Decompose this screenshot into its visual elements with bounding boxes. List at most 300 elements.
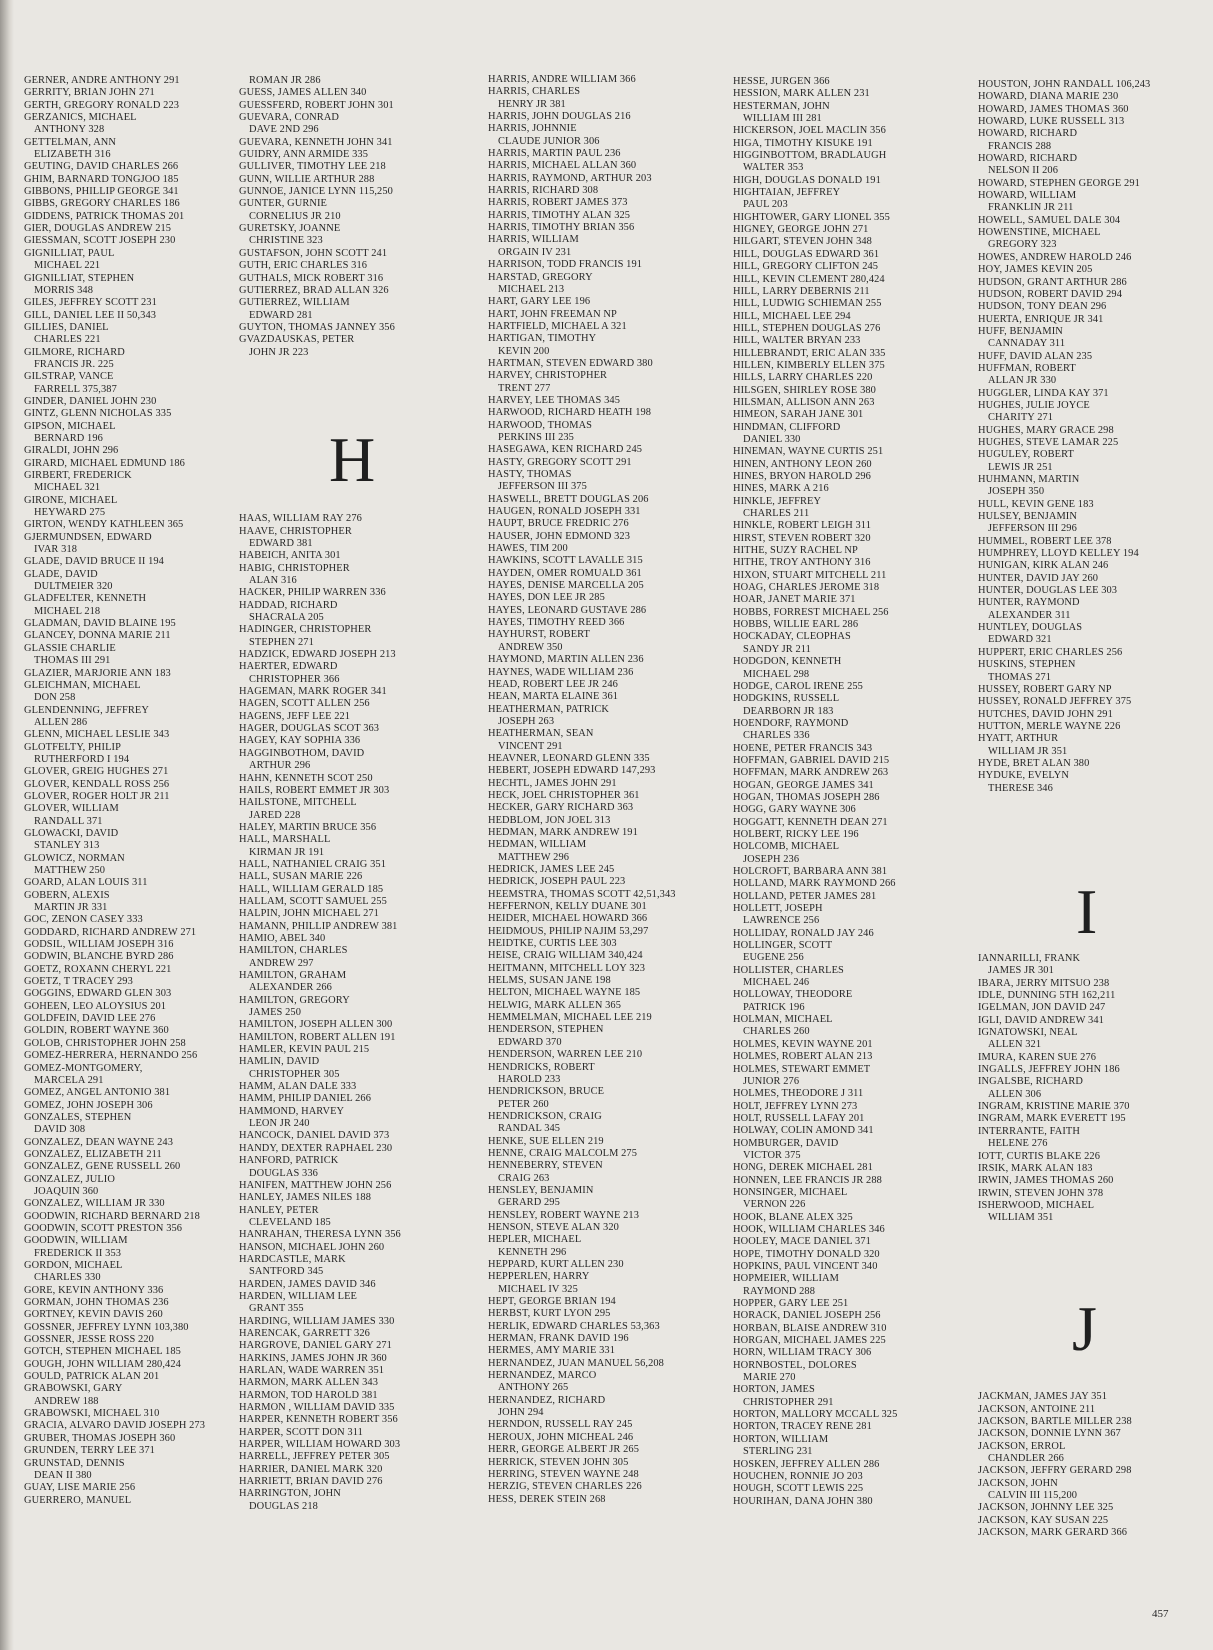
index-entry-continuation: SHACRALA 205 [249,612,324,624]
index-entry: HANIFEN, MATTHEW JOHN 256 [239,1179,392,1191]
index-entry-continuation: CHRISTOPHER 305 [249,1068,340,1080]
index-entry: GUSTAFSON, JOHN SCOTT 241 [239,247,388,259]
index-entry: HALL, MARSHALL [239,834,331,846]
index-entry: HASTY, THOMAS [488,469,572,480]
index-entry: GIGNILLIAT, STEPHEN [24,272,135,284]
index-entry: HAMM, ALAN DALE 333 [239,1081,357,1093]
index-entry: HOLT, JEFFREY LYNN 273 [733,1100,858,1112]
index-entry-continuation: LEWIS JR 251 [988,461,1053,473]
index-entry: GUIDRY, ANN ARMIDE 335 [239,149,369,161]
index-entry: GOBERN, ALEXIS [24,889,110,901]
index-entry: GINTZ, GLENN NICHOLAS 335 [24,408,172,420]
index-entry: HUMPHREY, LLOYD KELLEY 194 [978,548,1139,560]
index-entry: GUESS, JAMES ALLEN 340 [239,87,367,99]
index-entry: HOWENSTINE, MICHAEL [978,227,1101,239]
index-entry-continuation: MATTHEW 296 [498,851,570,863]
index-entry: GIRALDI, JOHN 296 [24,445,119,457]
index-entry: HULL, KEVIN GENE 183 [978,498,1094,510]
index-entry-continuation: VINCENT 291 [498,740,563,752]
index-entry: HUGHES, MARY GRACE 298 [978,424,1114,436]
index-entry: HELWIG, MARK ALLEN 365 [488,999,622,1011]
index-entry: HAMILTON, JOSEPH ALLEN 300 [239,1019,393,1031]
index-entry-continuation: ELIZABETH 316 [34,149,111,161]
index-entry: GOTCH, STEPHEN MICHAEL 185 [24,1346,181,1358]
index-entry: GLADE, DAVID [24,568,98,580]
index-entry: HOLLISTER, CHARLES [733,964,844,976]
index-entry-continuation: FARRELL 375,387 [34,383,117,395]
index-entry: JACKSON, ERROL [978,1440,1066,1452]
section-letter-i: I [1076,876,1098,947]
index-entry-continuation: MORRIS 348 [34,284,94,296]
index-entry: HESSION, MARK ALLEN 231 [733,88,870,100]
index-entry: HARRIS, TIMOTHY ALAN 325 [488,209,631,221]
index-entry: HOLMES, STEWART EMMET [733,1063,871,1075]
index-entry: HORGAN, MICHAEL JAMES 225 [733,1335,886,1347]
index-entry: HAMIO, ABEL 340 [239,932,326,944]
index-entry: HARTMAN, STEVEN EDWARD 380 [488,357,653,369]
index-entry: IDLE, DUNNING 5TH 162,211 [978,990,1116,1002]
index-entry: GLADE, DAVID BRUCE II 194 [24,556,164,568]
index-entry-continuation: ARTHUR 296 [249,760,311,772]
index-entry: HESS, DEREK STEIN 268 [488,1493,606,1505]
index-entry: GUYTON, THOMAS JANNEY 356 [239,321,395,333]
page-number: 457 [1152,1608,1169,1620]
index-entry-continuation: RUTHERFORD I 194 [34,753,130,765]
index-entry: HARMON , WILLIAM DAVID 335 [239,1402,395,1414]
index-entry: HUFF, DAVID ALAN 235 [978,350,1093,362]
index-entry: HONNEN, LEE FRANCIS JR 288 [733,1174,882,1186]
index-entry: HERRICK, STEVEN JOHN 305 [488,1456,629,1468]
index-entry: HOWARD, STEPHEN GEORGE 291 [978,177,1140,189]
index-entry-continuation: FRANCIS JR. 225 [34,358,114,370]
index-entry: HAAVE, CHRISTOPHER [239,525,352,537]
index-entry: GIRBERT, FREDERICK [24,470,132,481]
index-entry: HEBERT, JOSEPH EDWARD 147,293 [488,765,656,777]
index-entry: HASEGAWA, KEN RICHARD 245 [488,444,643,456]
index-entry-continuation: WILLIAM 351 [988,1212,1054,1224]
index-entry-continuation: ALEXANDER 311 [988,609,1071,621]
index-entry-continuation: VICTOR 375 [743,1149,801,1161]
index-entry: GUAY, LISE MARIE 256 [24,1482,136,1494]
index-entry: HERRING, STEVEN WAYNE 248 [488,1468,639,1480]
index-entry-continuation: PAUL 203 [743,199,788,211]
index-entry: HARRIS, ANDRE WILLIAM 366 [488,74,636,85]
index-entry: HAGEMAN, MARK ROGER 341 [239,686,387,698]
index-entry-continuation: VERNON 226 [743,1199,806,1211]
index-entry: HOGGATT, KENNETH DEAN 271 [733,816,888,828]
index-entry: HOAG, CHARLES JEROME 318 [733,582,880,594]
index-entry: HOUSTON, JOHN RANDALL 106,243 [978,79,1151,90]
index-entry: INTERRANTE, FAITH [978,1125,1080,1137]
index-entry: HEDRICK, JOSEPH PAUL 223 [488,876,626,888]
index-entry: HEDMAN, WILLIAM [488,839,587,851]
index-entry: HAUSER, JOHN EDMOND 323 [488,530,631,542]
index-entry: HICKERSON, JOEL MACLIN 356 [733,125,886,137]
index-entry: HOLLIDAY, RONALD JAY 246 [733,927,874,939]
index-entry-continuation: THOMAS III 291 [34,655,111,667]
index-entry: HARRIS, JOHN DOUGLAS 216 [488,111,631,123]
index-entry: HUMMEL, ROBERT LEE 378 [978,535,1112,547]
index-entry: HERMES, AMY MARIE 331 [488,1345,615,1357]
index-entry: HENDERSON, STEPHEN [488,1024,604,1036]
index-entry: HUNTLEY, DOUGLAS [978,622,1083,634]
index-entry: HOMBURGER, DAVID [733,1137,839,1149]
index-entry: GRUNSTAD, DENNIS [24,1457,125,1469]
index-entry: GLENN, MICHAEL LESLIE 343 [24,729,170,741]
index-entry: GIRONE, MICHAEL [24,494,118,506]
index-entry: JACKSON, JOHN [978,1477,1058,1489]
index-entry: HINEN, ANTHONY LEON 260 [733,458,872,470]
index-entry: HARPER, SCOTT DON 311 [239,1426,363,1438]
binding-gutter-shadow [0,0,14,1650]
section-letter-h: H [329,424,376,495]
index-entry: HAMLER, KEVIN PAUL 215 [239,1044,370,1056]
index-entry: GONZALEZ, ELIZABETH 211 [24,1148,162,1160]
index-entry: HUGGLER, LINDA KAY 371 [978,387,1109,399]
index-entry: HIGHTOWER, GARY LIONEL 355 [733,211,890,223]
index-entry: HEATHERMAN, PATRICK [488,703,610,715]
index-entry: HAGER, DOUGLAS SCOT 363 [239,723,380,735]
index-entry: GERZANICS, MICHAEL [24,112,137,124]
index-entry: HANLEY, JAMES NILES 188 [239,1192,371,1204]
index-entry-continuation: STANLEY 313 [34,840,100,852]
index-entry: HIRST, STEVEN ROBERT 320 [733,532,871,544]
index-entry: HARWOOD, THOMAS [488,419,593,431]
index-entry: INGALSBE, RICHARD [978,1076,1084,1088]
index-entry: HOGG, GARY WAYNE 306 [733,804,856,816]
index-entry: HOLMES, THEODORE J 311 [733,1088,864,1100]
index-entry-continuation: JUNIOR 276 [743,1075,800,1087]
index-entry: GERNER, ANDRE ANTHONY 291 [24,75,180,86]
index-entry-continuation: ORGAIN IV 231 [498,246,572,258]
index-entry: HENDERSON, WARREN LEE 210 [488,1049,643,1061]
index-entry: HUDSON, TONY DEAN 296 [978,301,1107,313]
index-entry: HARGROVE, DANIEL GARY 271 [239,1340,392,1352]
index-entry-continuation: MARIE 270 [743,1372,796,1384]
index-entry: GRACIA, ALVARO DAVID JOSEPH 273 [24,1420,206,1432]
index-entry: HAILS, ROBERT EMMET JR 303 [239,784,390,796]
index-entry: GOULD, PATRICK ALAN 201 [24,1371,160,1383]
index-entry: HEPT, GEORGE BRIAN 194 [488,1296,616,1308]
index-entry: HEPPERLEN, HARRY [488,1271,590,1283]
index-entry-continuation: JAMES 250 [249,1007,301,1019]
index-entry: HARRIS, JOHNNIE [488,123,577,135]
index-entry-continuation: MARTIN JR 331 [34,902,108,914]
index-entry: HOWARD, RICHARD [978,153,1078,165]
index-entry: HELMS, SUSAN JANE 198 [488,975,611,987]
index-entry: HARPER, WILLIAM HOWARD 303 [239,1439,401,1451]
index-entry: HAMILTON, ROBERT ALLEN 191 [239,1031,396,1043]
index-entry: HUFFMAN, ROBERT [978,362,1076,374]
index-entry-continuation: HEYWARD 275 [34,507,106,519]
index-entry: GOGGINS, EDWARD GLEN 303 [24,988,172,1000]
index-entry: HERZIG, STEVEN CHARLES 226 [488,1481,642,1493]
index-entry-continuation: RAYMOND 288 [743,1285,816,1297]
index-entry: HOWARD, RICHARD [978,128,1078,140]
index-entry: GUTIERREZ, WILLIAM [239,297,350,309]
index-entry: GOARD, ALAN LOUIS 311 [24,877,148,889]
index-entry: ISHERWOOD, MICHAEL [978,1199,1095,1211]
index-entry: HESSE, JURGEN 366 [733,76,830,87]
index-entry: GUEVARA, KENNETH JOHN 341 [239,136,393,148]
index-entry: HAMMOND, HARVEY [239,1105,345,1117]
index-entry: HUFF, BENJAMIN [978,325,1063,337]
index-entry: HAYHURST, ROBERT [488,629,591,641]
index-entry: GLOWICZ, NORMAN [24,852,125,864]
index-entry: HILLS, LARRY CHARLES 220 [733,372,873,384]
index-entry: GIRTON, WENDY KATHLEEN 365 [24,519,184,531]
index-entry: HITHE, SUZY RACHEL NP [733,545,858,557]
index-entry: HINKLE, ROBERT LEIGH 311 [733,520,871,532]
index-entry: HOGAN, THOMAS JOSEPH 286 [733,791,880,803]
index-entry: IGNATOWSKI, NEAL [978,1027,1078,1039]
index-entry-continuation: MICHAEL 246 [743,977,810,989]
index-entry: HEPLER, MICHAEL [488,1234,582,1246]
index-entry: HORACK, DANIEL JOSEPH 256 [733,1310,881,1322]
index-entry: GINDER, DANIEL JOHN 230 [24,395,157,407]
index-entry-continuation: PETER 260 [498,1098,549,1110]
index-entry-continuation: DAVE 2ND 296 [249,124,319,136]
index-entry: HABIG, CHRISTOPHER [239,562,350,574]
index-entry: HILSMAN, ALLISON ANN 263 [733,396,875,408]
index-entry: GILSTRAP, VANCE [24,371,114,383]
index-entry: HEEMSTRA, THOMAS SCOTT 42,51,343 [488,888,676,900]
index-entry: GUNN, WILLIE ARTHUR 288 [239,173,375,185]
index-entry: GLOVER, ROGER HOLT JR 211 [24,790,170,802]
index-entry: HOLT, RUSSELL LAFAY 201 [733,1112,865,1124]
index-entry: HOPPER, GARY LEE 251 [733,1298,849,1310]
index-entry-continuation: MICHAEL 213 [498,283,565,295]
index-entry-continuation: CLAUDE JUNIOR 306 [498,135,600,147]
index-entry-continuation: GREGORY 323 [988,239,1057,251]
index-entry: HARRIS, ROBERT JAMES 373 [488,197,628,209]
index-entry: GRABOWSKI, MICHAEL 310 [24,1408,160,1420]
index-entry: HAYMOND, MARTIN ALLEN 236 [488,654,644,666]
index-entry: HUTTON, MERLE WAYNE 226 [978,720,1121,732]
index-entry: INGRAM, KRISTINE MARIE 370 [978,1101,1130,1113]
index-entry: HOENE, PETER FRANCIS 343 [733,742,873,754]
index-entry-continuation: FREDERICK II 353 [34,1247,122,1259]
index-entry-continuation: JOSEPH 350 [988,486,1045,498]
index-entry: HOLLAND, PETER JAMES 281 [733,890,877,902]
index-entry: JACKSON, DONNIE LYNN 367 [978,1428,1121,1440]
index-entry: HUNTER, DAVID JAY 260 [978,572,1099,584]
index-entry: HERBST, KURT LYON 295 [488,1308,611,1320]
index-entry: HILLEN, KIMBERLY ELLEN 375 [733,359,885,371]
index-entry: HAGEN, SCOTT ALLEN 256 [239,698,370,710]
index-entry-continuation: DANIEL 330 [743,433,801,445]
index-entry: HEATHERMAN, SEAN [488,728,594,740]
index-entry: HARRIS, CHARLES [488,86,581,98]
index-entry: HUGULEY, ROBERT [978,449,1074,461]
index-entry: HODGKINS, RUSSELL [733,693,840,705]
index-entry-continuation: KEVIN 200 [498,345,550,357]
index-entry: HYDE, BRET ALAN 380 [978,757,1090,769]
index-entry: HOLBERT, RICKY LEE 196 [733,828,859,840]
index-entry: HOWARD, DIANA MARIE 230 [978,91,1119,103]
index-entry-continuation: GRANT 355 [249,1303,304,1315]
index-entry: HARWOOD, RICHARD HEATH 198 [488,407,652,419]
index-entry: HENSLEY, ROBERT WAYNE 213 [488,1209,640,1221]
index-entry: HARENCAK, GARRETT 326 [239,1327,370,1339]
index-entry: GRABOWSKI, GARY [24,1383,123,1395]
index-entry-continuation: NELSON II 206 [988,165,1058,177]
index-entry: GLADFELTER, KENNETH [24,593,147,605]
index-entry-continuation: EUGENE 256 [743,952,804,964]
index-entry: HUGHES, STEVE LAMAR 225 [978,436,1119,448]
index-entry-continuation: CLEVELAND 185 [249,1216,331,1228]
index-entry: GLEICHMAN, MICHAEL [24,679,141,691]
index-entry: HARRELL, JEFFREY PETER 305 [239,1451,390,1463]
index-entry: HEDMAN, MARK ANDREW 191 [488,826,638,838]
index-entry: HINEMAN, WAYNE CURTIS 251 [733,446,884,458]
index-entry: HOLMAN, MICHAEL [733,1014,833,1026]
index-entry-continuation: KIRMAN JR 191 [249,846,325,858]
index-entry-continuation: ANTHONY 265 [498,1382,569,1394]
index-entry: HAMILTON, GREGORY [239,994,350,1006]
index-entry-continuation: MICHAEL IV 325 [498,1283,578,1295]
index-entry: HOPKINS, PAUL VINCENT 340 [733,1261,878,1272]
index-entry: HUNTER, RAYMOND [978,597,1080,609]
index-entry: HEROUX, JOHN MICHEAL 246 [488,1431,634,1443]
index-entry-continuation: PATRICK 196 [743,1001,805,1013]
index-entry: HEAVNER, LEONARD GLENN 335 [488,752,650,764]
index-entry: HENSLEY, BENJAMIN [488,1184,594,1196]
index-entry: HAWES, TIM 200 [488,543,568,555]
index-entry: GLANCEY, DONNA MARIE 211 [24,630,171,642]
index-entry-continuation: DEARBORN JR 183 [743,705,834,717]
index-entry: GOSSNER, JEFFREY LYNN 103,380 [24,1321,189,1333]
index-entry: HARRIS, TIMOTHY BRIAN 356 [488,222,635,234]
index-entry: HAWKINS, SCOTT LAVALLE 315 [488,555,643,567]
index-entry: HENSON, STEVE ALAN 320 [488,1221,619,1233]
index-entry-continuation: JOHN 294 [498,1407,544,1419]
index-entry: HEMMELMAN, MICHAEL LEE 219 [488,1012,652,1024]
index-entry-continuation: CHARLES 260 [743,1026,810,1038]
index-entry: GLENDENNING, JEFFREY [24,704,149,716]
index-entry: HUDSON, ROBERT DAVID 294 [978,288,1122,300]
index-entry: GORE, KEVIN ANTHONY 336 [24,1284,164,1296]
index-entry: HOBBS, WILLIE EARL 286 [733,619,859,631]
index-entry: HERMAN, FRANK DAVID 196 [488,1333,629,1345]
index-entry-continuation: ALLEN 306 [988,1088,1042,1100]
index-entry: HARTFIELD, MICHAEL A 321 [488,320,627,332]
index-entry: HABEICH, ANITA 301 [239,550,341,562]
index-entry: HENDRICKSON, CRAIG [488,1110,602,1122]
index-entry: GOMEZ-HERRERA, HERNANDO 256 [24,1050,198,1062]
index-entry: HECHTL, JAMES JOHN 291 [488,777,617,789]
index-entry: HARPER, KENNETH ROBERT 356 [239,1414,398,1426]
index-entry-continuation: SANTFORD 345 [249,1266,324,1278]
index-entry-continuation: RANDALL 371 [34,815,103,827]
index-entry: HINES, MARK A 216 [733,483,829,495]
index-entry: IRSIK, MARK ALAN 183 [978,1162,1093,1174]
index-entry: HIGA, TIMOTHY KISUKE 191 [733,137,873,149]
index-entry: HOLLINGER, SCOTT [733,940,833,952]
index-entry: HIGGINBOTTOM, BRADLAUGH [733,150,887,162]
index-entry: HOLLOWAY, THEODORE [733,989,853,1001]
index-entry: HUPPERT, ERIC CHARLES 256 [978,646,1123,658]
index-entry: HAAS, WILLIAM RAY 276 [239,513,362,525]
index-entry: GLADMAN, DAVID BLAINE 195 [24,618,176,630]
index-entry-continuation: KENNETH 296 [498,1246,567,1258]
index-entry: GLAZIER, MARJORIE ANN 183 [24,667,171,679]
index-entry: GVAZDAUSKAS, PETER [239,334,355,346]
index-entry: HART, JOHN FREEMAN NP [488,308,617,320]
index-entry-continuation: IVAR 318 [34,544,78,556]
index-entry: GONZALES, STEPHEN [24,1111,132,1123]
index-entry: IMURA, KAREN SUE 276 [978,1051,1097,1063]
index-entry: HARTIGAN, TIMOTHY [488,333,597,345]
index-entry: GONZALEZ, JULIO [24,1173,115,1185]
index-entry: HOWES, ANDREW HAROLD 246 [978,251,1132,263]
index-entry: GIRARD, MICHAEL EDMUND 186 [24,457,185,469]
index-entry: HOLMES, KEVIN WAYNE 201 [733,1038,873,1050]
index-entry: HEAD, ROBERT LEE JR 246 [488,678,618,690]
index-entry: HARVEY, LEE THOMAS 345 [488,394,621,406]
index-entry: HEIDER, MICHAEL HOWARD 366 [488,913,648,925]
index-column-2 [239,75,467,1513]
index-entry: GERTH, GREGORY RONALD 223 [24,99,180,111]
index-entry: GURETSKY, JOANNE [239,223,341,235]
index-entry: HAYDEN, OMER ROMUALD 361 [488,567,642,579]
index-entry: GOODWIN, SCOTT PRESTON 356 [24,1222,183,1234]
index-entry: HORNBOSTEL, DOLORES [733,1359,857,1371]
index-entry: HAYNES, WADE WILLIAM 236 [488,666,634,678]
index-entry: HOWARD, WILLIAM [978,190,1077,202]
index-entry: HAMLIN, DAVID [239,1056,320,1068]
index-entry-continuation: CHARLES 330 [34,1272,101,1284]
index-entry-continuation: CHARLES 221 [34,334,101,346]
index-entry-continuation: MICHAEL 218 [34,605,101,617]
index-entry: GRUNDEN, TERRY LEE 371 [24,1445,155,1457]
index-entry: HENNEBERRY, STEVEN [488,1160,603,1172]
index-entry-continuation: JOSEPH 263 [498,715,555,727]
index-entry: HEISE, CRAIG WILLIAM 340,424 [488,950,643,962]
index-entry: IBARA, JERRY MITSUO 238 [978,977,1110,989]
index-entry: HOPE, TIMOTHY DONALD 320 [733,1248,880,1260]
index-entry-continuation: JOHN JR 223 [249,346,309,358]
index-entry-continuation: EDWARD 381 [249,537,313,549]
index-entry-continuation: HAROLD 233 [498,1073,561,1085]
index-entry-continuation: ALEXANDER 266 [249,982,332,994]
index-entry: HAMANN, PHILLIP ANDREW 381 [239,920,398,932]
index-entry: HALL, WILLIAM GERALD 185 [239,883,384,895]
index-entry: HOWARD, LUKE RUSSELL 313 [978,116,1125,128]
index-entry: GORMAN, JOHN THOMAS 236 [24,1297,169,1309]
index-entry-continuation: FRANKLIN JR 211 [988,202,1074,214]
index-entry-continuation: LAWRENCE 256 [743,915,820,927]
index-entry: HERNANDEZ, RICHARD [488,1394,606,1406]
index-entry: HAUPT, BRUCE FREDRIC 276 [488,518,629,530]
index-entry-continuation: JEFFERSON III 375 [498,481,587,493]
index-entry: HUSKINS, STEPHEN [978,659,1076,671]
index-entry: GJERMUNDSEN, EDWARD [24,531,152,543]
index-entry: GEUTING, DAVID CHARLES 266 [24,161,179,173]
index-entry: HITHE, TROY ANTHONY 316 [733,557,871,569]
index-entry: HARRIS, MICHAEL ALLAN 360 [488,160,637,172]
index-entry: HEITMANN, MITCHELL LOY 323 [488,962,646,974]
index-entry: HANLEY, PETER [239,1204,319,1216]
index-entry: HERR, GEORGE ALBERT JR 265 [488,1444,640,1456]
index-entry-continuation: PERKINS III 235 [498,431,574,443]
index-entry: HIXON, STUART MITCHELL 211 [733,569,887,581]
index-entry: HOOK, WILLIAM CHARLES 346 [733,1223,885,1235]
index-entry-continuation: DOUGLAS 218 [249,1500,318,1512]
index-entry-continuation: RANDAL 345 [498,1123,561,1135]
index-entry-continuation: ROMAN JR 286 [249,75,321,86]
index-entry-continuation: MICHAEL 298 [743,668,810,680]
